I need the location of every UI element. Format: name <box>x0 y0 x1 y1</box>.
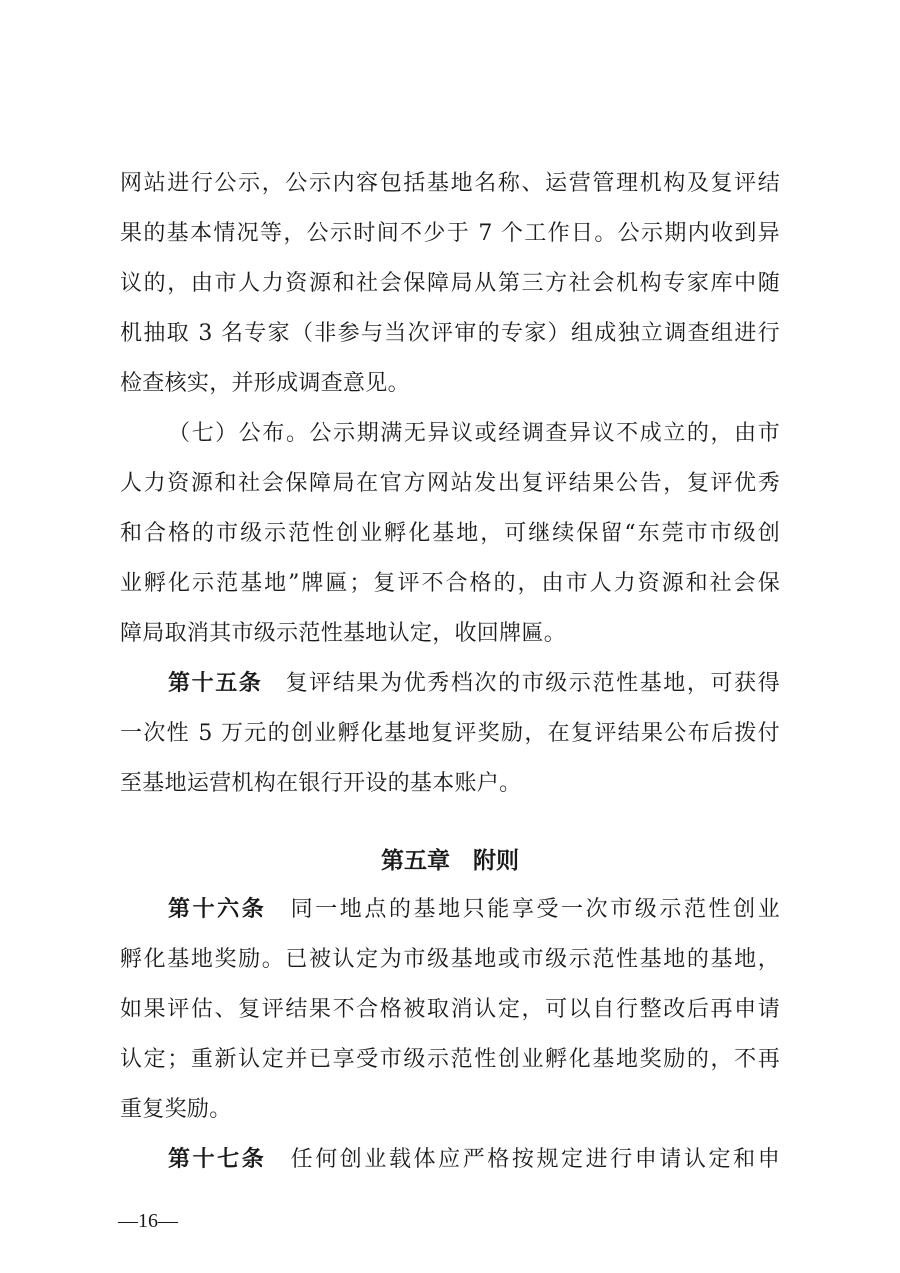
paragraph-line: （七）公布。公示期满无异议或经调查异议不成立的，由市 <box>168 421 780 446</box>
chapter-heading: 第五章 附则 <box>381 848 519 874</box>
paragraph-line: 重复奖励。 <box>120 1097 232 1122</box>
paragraph-line: 检查核实，并形成调查意见。 <box>120 371 410 396</box>
article-text: 复评结果为优秀档次的市级示范性基地，可获得 <box>284 671 780 696</box>
paragraph-line: 一次性 5 万元的创业孵化基地复评奖励，在复评结果公布后拨付 <box>120 721 780 746</box>
paragraph-line: 如果评估、复评结果不合格被取消认定，可以自行整改后再申请 <box>120 997 780 1022</box>
article-label: 第十七条 <box>168 1147 267 1172</box>
article-text: 同一地点的基地只能享受一次市级示范性创业 <box>288 897 780 922</box>
paragraph-line: 议的，由市人力资源和社会保障局从第三方社会机构专家库中随 <box>120 271 780 296</box>
paragraph-line: 人力资源和社会保障局在官方网站发出复评结果公告，复评优秀 <box>120 471 780 496</box>
paragraph-line: 认定；重新认定并已享受市级示范性创业孵化基地奖励的，不再 <box>120 1047 780 1072</box>
paragraph-line: 至基地运营机构在银行开设的基本账户。 <box>120 771 522 796</box>
paragraph-line: 机抽取 3 名专家（非参与当次评审的专家）组成独立调查组进行 <box>120 321 780 346</box>
page-number: —16— <box>118 1210 178 1232</box>
paragraph-line: 果的基本情况等，公示时间不少于 7 个工作日。公示期内收到异 <box>120 221 780 246</box>
article-label: 第十五条 <box>168 671 263 696</box>
paragraph-line: 网站进行公示，公示内容包括基地名称、运营管理机构及复评结 <box>120 171 780 196</box>
article-15 <box>168 668 780 700</box>
paragraph-line: 孵化基地奖励。已被认定为市级基地或市级示范性基地的基地， <box>120 947 780 972</box>
paragraph-line: 障局取消其市级示范性基地认定，收回牌匾。 <box>120 621 567 646</box>
article-17 <box>168 1144 780 1176</box>
article-label: 第十六条 <box>168 897 267 922</box>
article-text: 任何创业载体应严格按规定进行申请认定和申 <box>288 1147 780 1172</box>
paragraph-line: 和合格的市级示范性创业孵化基地，可继续保留“东莞市市级创 <box>120 521 780 546</box>
paragraph-line: 业孵化示范基地”牌匾；复评不合格的，由市人力资源和社会保 <box>120 571 780 596</box>
article-16 <box>168 894 780 926</box>
